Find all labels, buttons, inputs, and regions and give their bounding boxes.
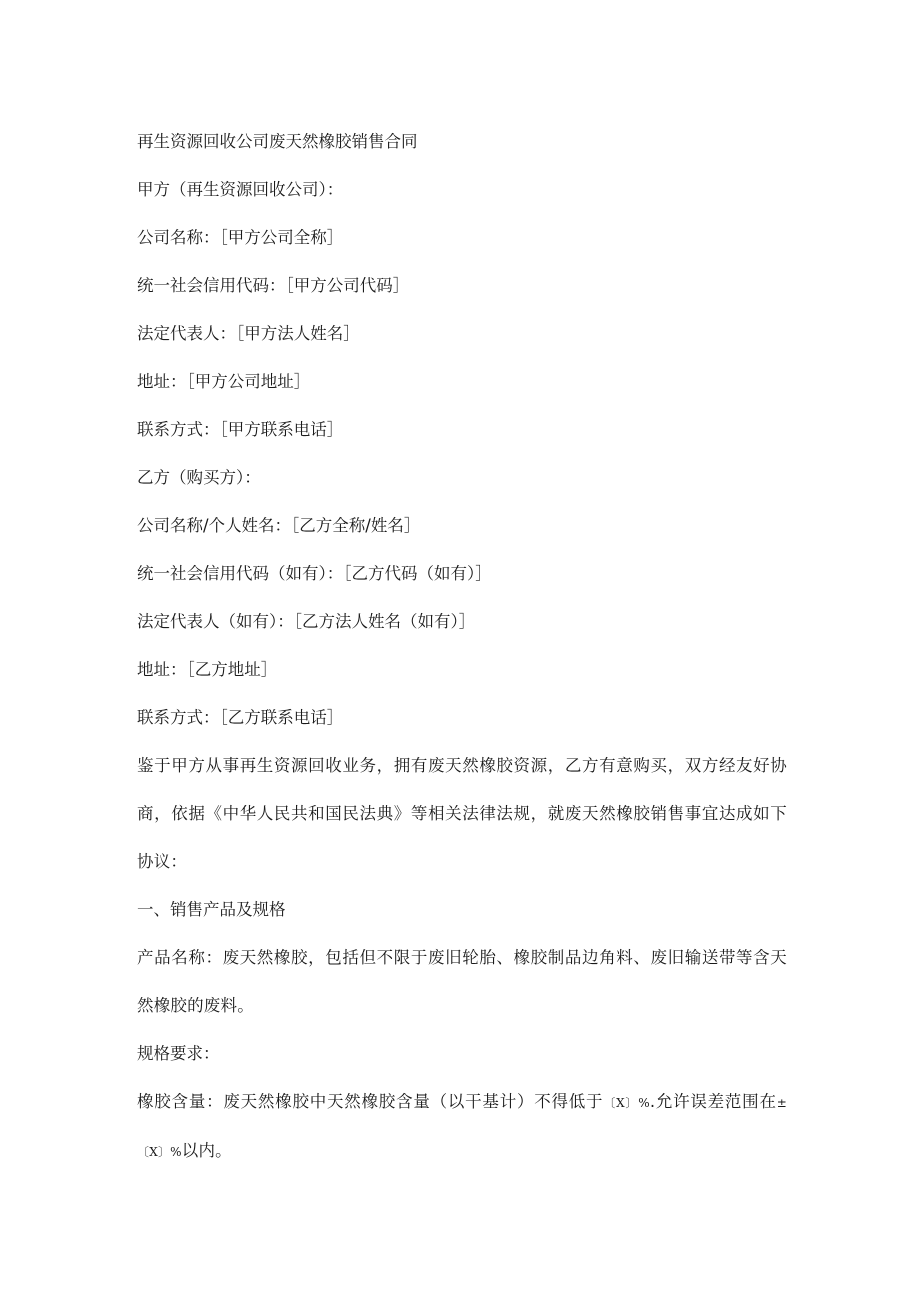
party-a-legal-rep: 法定代表人：［甲方法人姓名］ xyxy=(137,324,360,343)
rubber-content-text-e: 以内。 xyxy=(181,1141,232,1160)
rubber-tolerance-value: ±〔X〕% xyxy=(137,1096,787,1159)
party-a-company-name: 公司名称：［甲方公司全称］ xyxy=(137,228,344,247)
section-1-heading: 一、销售产品及规格 xyxy=(137,900,286,919)
party-a-contact: 联系方式：［甲方联系电话］ xyxy=(137,420,344,439)
rubber-content-text-c: .允许误差范围在 xyxy=(649,1092,777,1111)
document-title: 再生资源回收公司废天然橡胶销售合同 xyxy=(137,132,418,151)
contract-document xyxy=(137,118,787,1176)
rubber-content-paragraph xyxy=(137,1078,787,1176)
spec-heading: 规格要求： xyxy=(137,1044,220,1063)
party-a-credit-code: 统一社会信用代码：［甲方公司代码］ xyxy=(137,276,410,295)
rubber-content-value: 〔X〕% xyxy=(603,1096,650,1110)
party-a-heading: 甲方（再生资源回收公司）： xyxy=(137,180,344,199)
party-b-credit-code: 统一社会信用代码（如有）：［乙方代码（如有）］ xyxy=(137,564,492,583)
product-name-paragraph: 产品名称：废天然橡胶，包括但不限于废旧轮胎、橡胶制品边角料、废旧输送带等含天然橡胶的废料。 xyxy=(137,948,787,1015)
party-b-legal-rep: 法定代表人（如有）：［乙方法人姓名（如有）］ xyxy=(137,612,476,631)
party-b-address: 地址：［乙方地址］ xyxy=(137,660,278,679)
rubber-content-text-a: 橡胶含量：废天然橡胶中天然橡胶含量（以干基计）不得低于 xyxy=(137,1092,604,1111)
party-a-address: 地址：［甲方公司地址］ xyxy=(137,372,311,391)
party-b-contact: 联系方式：［乙方联系电话］ xyxy=(137,708,344,727)
party-b-heading: 乙方（购买方）： xyxy=(137,468,261,487)
preamble-paragraph: 鉴于甲方从事再生资源回收业务，拥有废天然橡胶资源，乙方有意购买，双方经友好协商，依据《中华人民共和国民法典》等相关法律法规，就废天然橡胶销售事宜达成如下协议： xyxy=(137,756,787,871)
party-b-company-name: 公司名称/个人姓名：［乙方全称/姓名］ xyxy=(137,516,421,535)
